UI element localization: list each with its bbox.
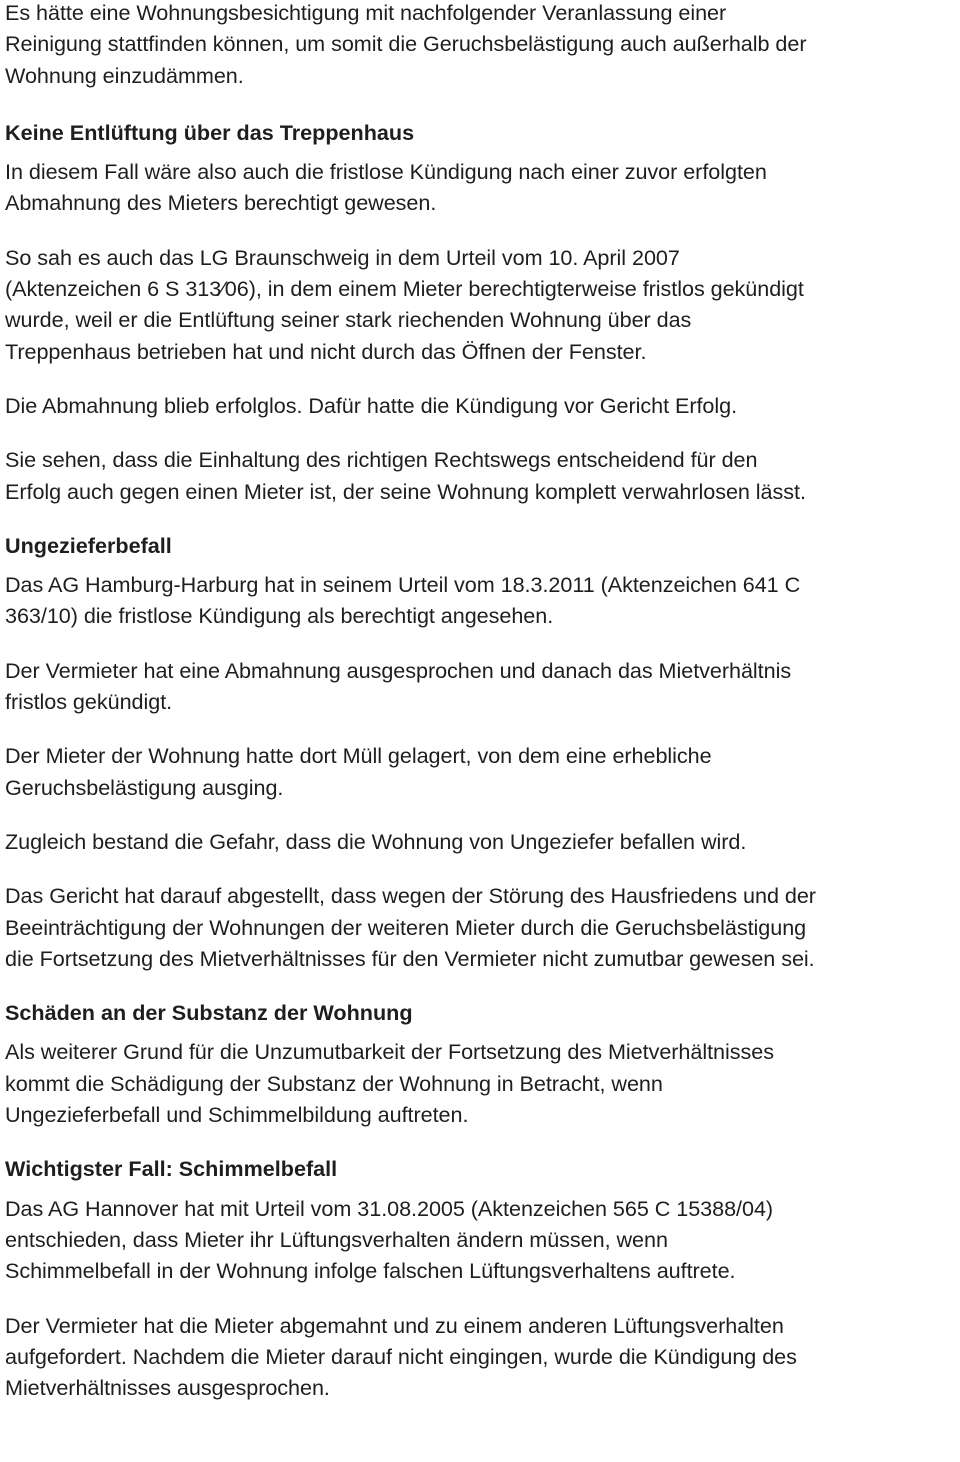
paragraph-besichtigung: Es hätte eine Wohnungsbesichtigung mit nachfolgender Veranlassung einer Reinigung stattfinden können, um somit die Geruchsbelästigung auch außerhalb der Wohnung einzudämmen. [5, 0, 807, 88]
paragraph-unzumutbarkeit: Als weiterer Grund für die Unzumutbarkeit der Fortsetzung des Mietverhältnisses kommt die Schädigung der Substanz der Wohnung in Betracht, wenn Ungezieferbefall und Schimmelbildung auftreten. [5, 1039, 774, 1128]
paragraph-abmahnung-erfolglos: Die Abmahnung blieb erfolglos. Dafür hatte die Kündigung vor Gericht Erfolg. [5, 392, 738, 418]
paragraph-ungeziefer-gefahr: Zugleich bestand die Gefahr, dass die Wohnung von Ungeziefer befallen wird. [5, 828, 747, 854]
paragraph-vermieter-abmahnung: Der Vermieter hat eine Abmahnung ausgesprochen und danach das Mietverhältnis fristlos gekündigt. [5, 657, 792, 715]
heading-keine-entlueftung: Keine Entlüftung über das Treppenhaus [5, 119, 415, 145]
paragraph-fristlose-kuendigung: In diesem Fall wäre also auch die fristlose Kündigung nach einer zuvor erfolgten Abmahnung des Mieters berechtigt gewesen. [5, 159, 767, 216]
paragraph-gericht-abgestellt: Das Gericht hat darauf abgestellt, dass wegen der Störung des Hausfriedens und der Beeinträchtigung der Wohnungen der weiteren Mieter durch die Geruchsbelästigung die Fortsetzung des Mietverhältnisses für den Vermieter nicht zumutbar gewesen sei. [5, 883, 816, 971]
heading-ungezieferbefall: Ungezieferbefall [5, 532, 172, 558]
paragraph-ag-hamburg-harburg: Das AG Hamburg-Harburg hat in seinem Urteil vom 18.3.2011 (Aktenzeichen 641 C 363/10) die fristlose Kündigung als berechtigt angesehen. [5, 572, 801, 629]
paragraph-ag-hannover: Das AG Hannover hat mit Urteil vom 31.08.2005 (Aktenzeichen 565 C 15388/04) entschieden, dass Mieter ihr Lüftungsverhalten ändern müssen, wenn Schimmelbefall in der Wohnung infolge falschen Lüftungsverhaltens auftrete. [5, 1195, 774, 1284]
paragraph-lg-braunschweig: So sah es auch das LG Braunschweig in dem Urteil vom 10. April 2007 (Aktenzeichen 6 S 313⁄06), in dem einem Mieter berechtigterweise fristlos gekündigt wurde, weil er die Entlüftung seiner stark riechenden Wohnung über das Treppenhaus betrieben hat und nicht durch das Öffnen der Fenster. [5, 244, 804, 364]
paragraph-kuendigung-ausgesprochen: Der Vermieter hat die Mieter abgemahnt und zu einem anderen Lüftungsverhalten aufgefordert. Nachdem die Mieter darauf nicht eingingen, wurde die Kündigung des Mietverhältnisses ausgesprochen. [5, 1312, 797, 1401]
heading-schimmelbefall: Wichtigster Fall: Schimmelbefall [5, 1156, 338, 1182]
paragraph-rechtsweg: Sie sehen, dass die Einhaltung des richtigen Rechtswegs entscheidend für den Erfolg auch gegen einen Mieter ist, der seine Wohnung komplett verwahrlosen lässt. [5, 447, 806, 504]
heading-schaeden-substanz: Schäden an der Substanz der Wohnung [5, 1000, 413, 1026]
paragraph-muell-gelagert: Der Mieter der Wohnung hatte dort Müll gelagert, von dem eine erhebliche Geruchsbelästigung ausging. [5, 743, 712, 800]
